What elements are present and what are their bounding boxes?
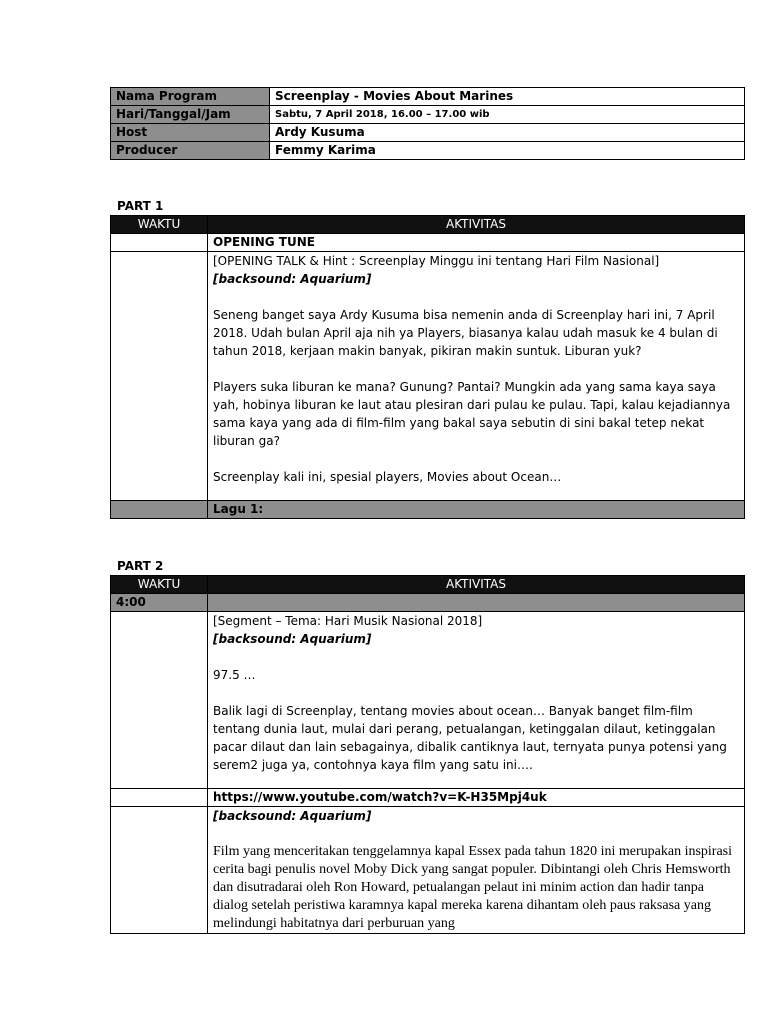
aktivitas-cell [208,594,745,612]
info-row [111,142,745,160]
info-row [111,88,745,106]
part1-schedule-table [110,215,745,519]
paragraph: Balik lagi di Screenplay, tentang movies about ocean… Banyak banget film-film tentang dunia laut, mulai dari perang, petualangan, ketinggalan dilaut, ketinggalan pacar dilaut dan lain sebagainya, dibalik cantiknya laut, ternyata punya potensi yang serem2 juga ya, contohnya kaya film yang satu ini…. [213,704,727,772]
table-row [111,612,745,789]
waktu-header: WAKTU [111,216,208,234]
time-cell: 4:00 [111,594,208,612]
part1-label: PART 1 [117,199,164,213]
waktu-cell [111,234,208,252]
info-value: Ardy Kusuma [270,124,745,142]
backsound-note: [backsound: Aquarium] [213,809,372,823]
opening-tune: OPENING TUNE [208,234,745,252]
waktu-cell [111,789,208,807]
waktu-header: WAKTU [111,576,208,594]
info-label: Producer [111,142,270,160]
info-value: Sabtu, 7 April 2018, 16.00 – 17.00 wib [270,106,745,124]
talk-title: [OPENING TALK & Hint : Screenplay Minggu ini tentang Hari Film Nasional] [213,254,660,268]
paragraph: Players suka liburan ke mana? Gunung? Pantai? Mungkin ada yang sama kaya saya yah, hobinya liburan ke laut atau plesiran dari pulau ke pulau. Tapi, kalau kejadiannya sama kaya yang ada di film-film yang bakal saya sebutin di sini bakal tetep nekat liburan ga? [213,380,731,448]
frequency: 97.5 … [213,668,256,682]
info-value: Screenplay - Movies About Marines [270,88,745,106]
info-row [111,124,745,142]
film-description-cell [208,807,745,934]
table-row [111,789,745,807]
table-header [111,576,745,594]
info-value: Femmy Karima [270,142,745,160]
waktu-cell [111,612,208,789]
aktivitas-header: AKTIVITAS [208,216,745,234]
opening-talk-cell [208,252,745,501]
table-header [111,216,745,234]
program-info-table [110,87,745,160]
table-row [111,807,745,934]
waktu-cell [111,807,208,934]
table-row [111,252,745,501]
info-label: Host [111,124,270,142]
info-row [111,106,745,124]
lagu-label: Lagu 1: [208,501,745,519]
table-row [111,594,745,612]
paragraph: Screenplay kali ini, spesial players, Movies about Ocean… [213,470,562,484]
backsound-note: [backsound: Aquarium] [213,632,372,646]
part2-label: PART 2 [117,559,164,573]
segment-cell [208,612,745,789]
youtube-link[interactable]: https://www.youtube.com/watch?v=K-H35Mpj4uk [208,789,745,807]
film-description: Film yang menceritakan tenggelamnya kapal Essex pada tahun 1820 ini merupakan inspirasi cerita bagi penulis novel Moby Dick yang sangat populer. Dibintangi oleh Chris Hemsworth dan disutradarai oleh Ron Howard, petualangan pelaut ini minim action dan hadir tanpa dialog setelah peristiwa karamnya kapal mereka karena dihantam oleh paus raksasa yang melindungi habitatnya dari perburuan yang [213,844,733,931]
table-row [111,234,745,252]
part2-schedule-table [110,575,745,934]
backsound-note: [backsound: Aquarium] [213,272,372,286]
segment-title: [Segment – Tema: Hari Musik Nasional 2018] [213,614,483,628]
aktivitas-header: AKTIVITAS [208,576,745,594]
paragraph: Seneng banget saya Ardy Kusuma bisa nemenin anda di Screenplay hari ini, 7 April 2018. Udah bulan April aja nih ya Players, biasanya kalau udah masuk ke 4 bulan di tahun 2018, kerjaan makin banyak, pikiran makin suntuk. Liburan yuk? [213,308,718,358]
info-label: Hari/Tanggal/Jam [111,106,270,124]
table-row [111,501,745,519]
info-label: Nama Program [111,88,270,106]
waktu-cell [111,252,208,501]
waktu-cell [111,501,208,519]
